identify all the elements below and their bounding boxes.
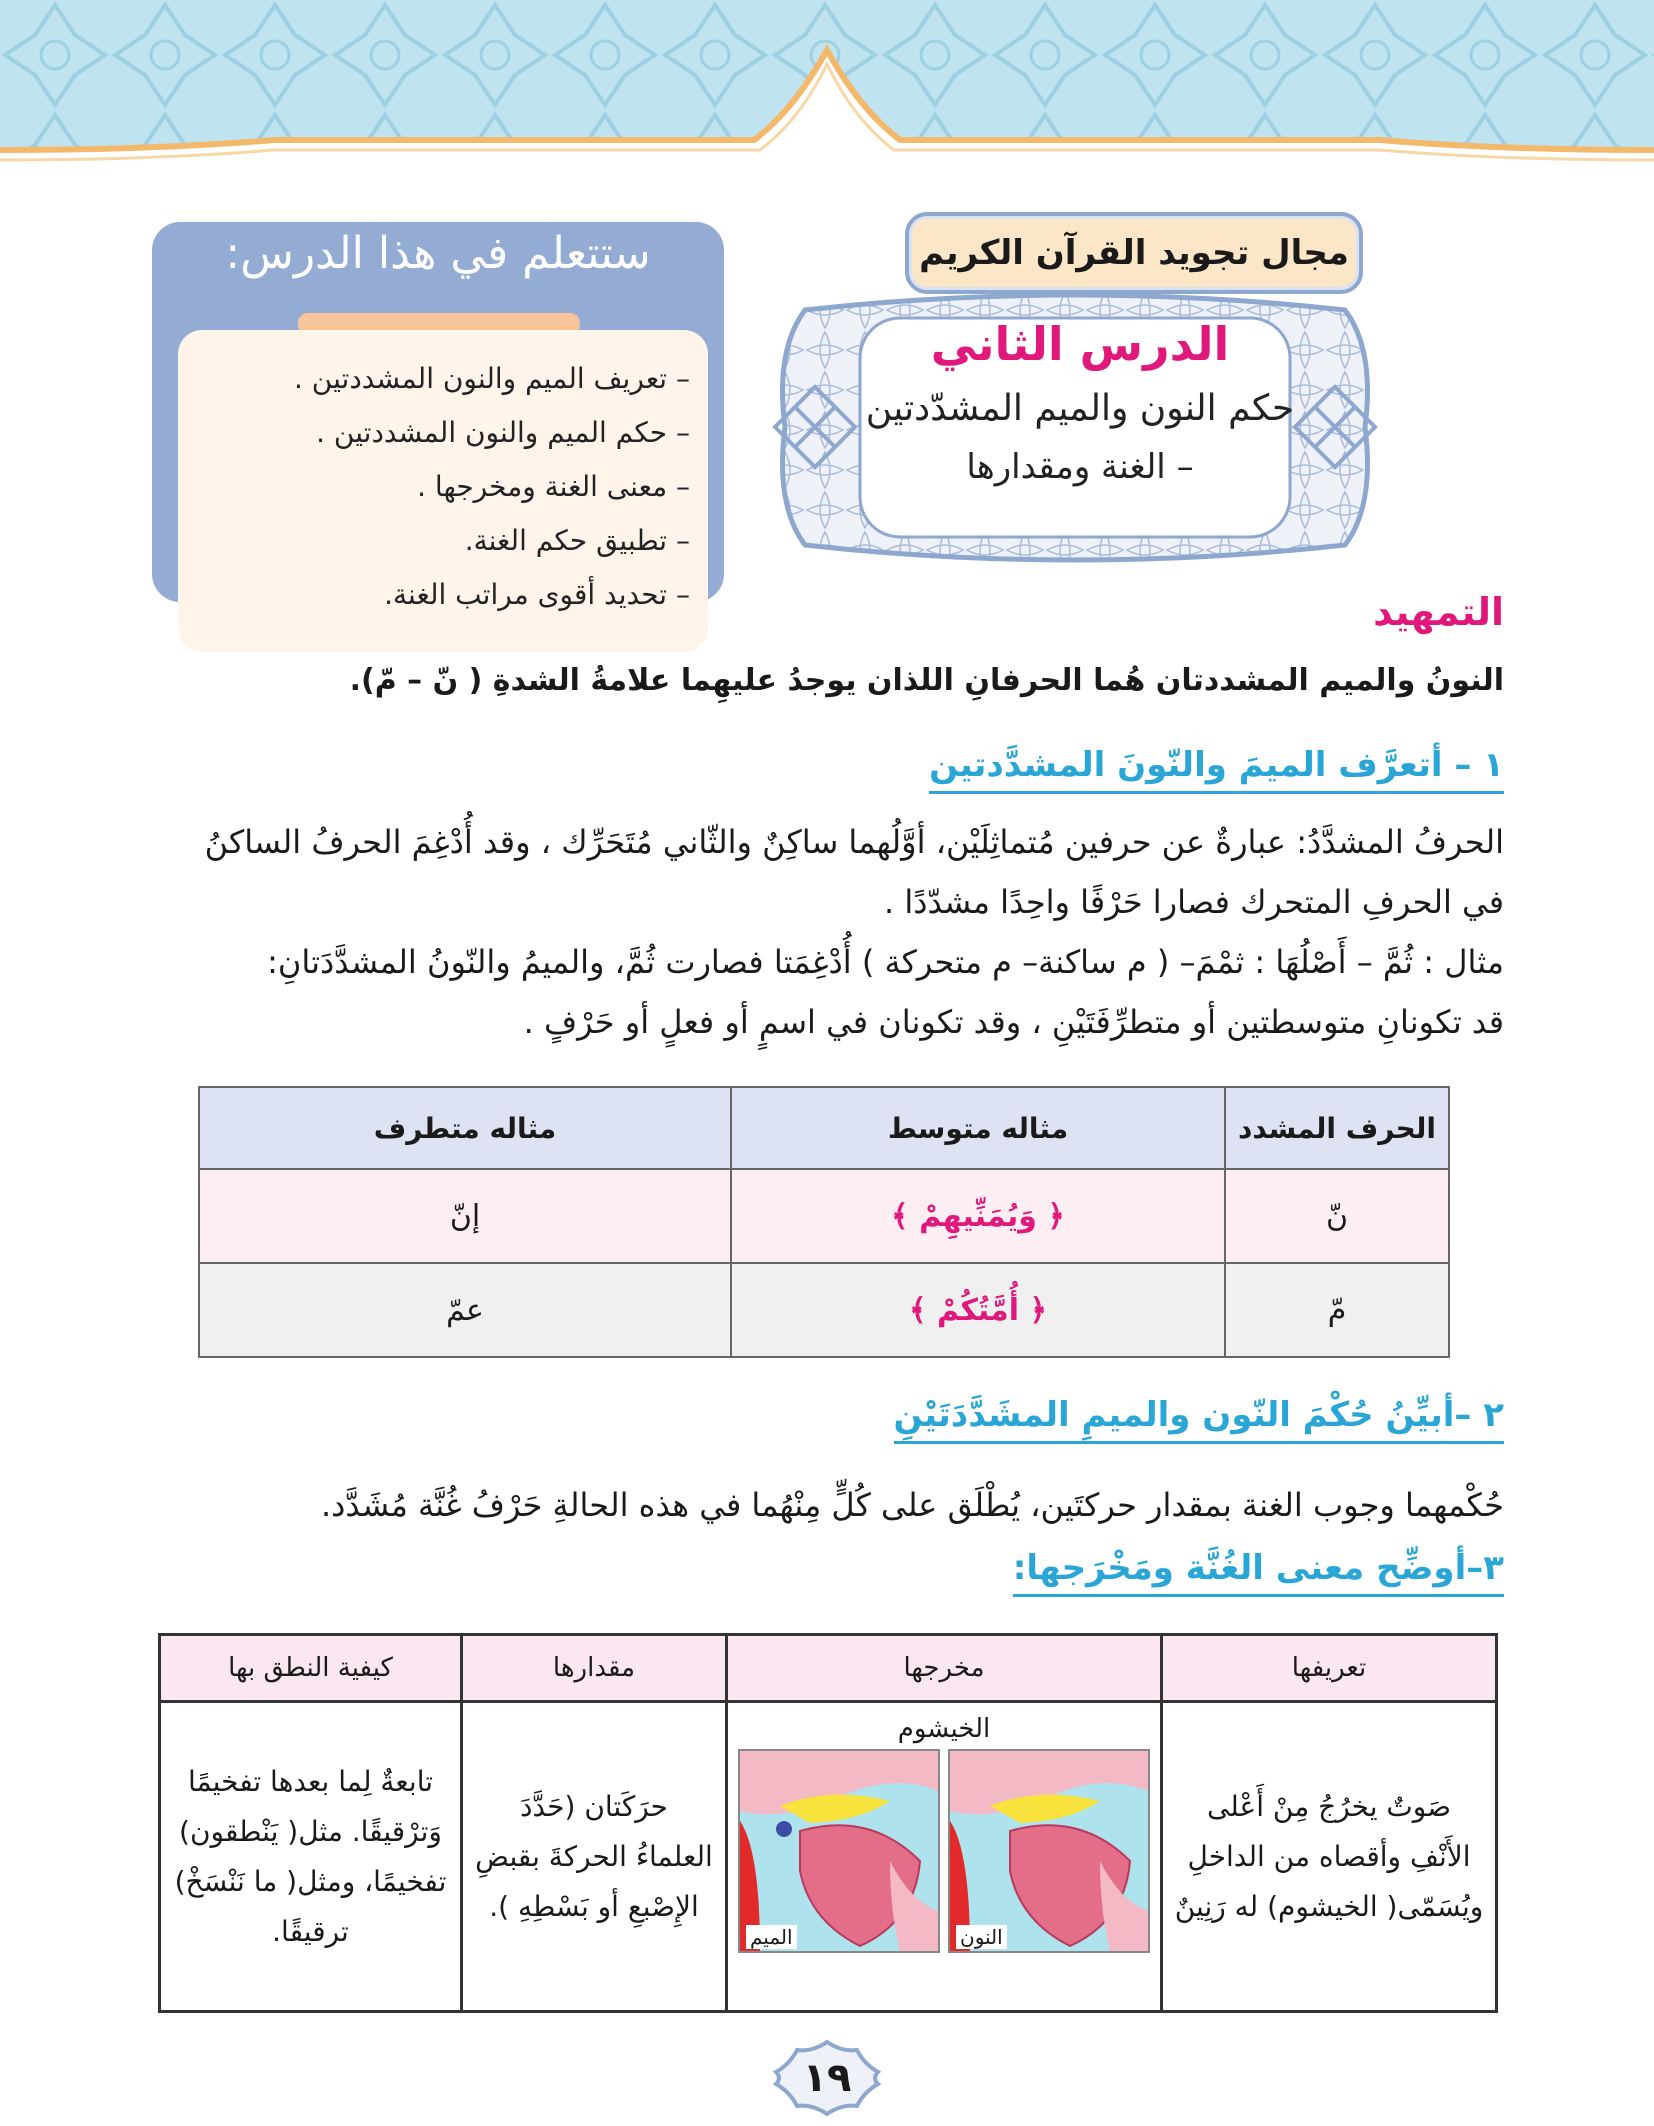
section2-heading-wrap bbox=[894, 1395, 1504, 1444]
section3-heading: ٣–أوضِّح معنى الغُنَّة ومَخْرَجها: bbox=[1013, 1548, 1504, 1597]
table2-header: مخرجها bbox=[727, 1635, 1162, 1702]
section1-line: قد تكونانِ متوسطتين أو متطرِّفَتَيْنِ ، وقد تكونان في اسمٍ أو فعلٍ أو حَرْفٍ . bbox=[523, 1003, 1504, 1041]
section1-heading-wrap bbox=[929, 745, 1504, 794]
pronunciation-line: ترقيقًا. bbox=[272, 1914, 349, 1948]
pronunciation-line: تفخيمًا، ومثل( ما نَنْسَخْ) bbox=[174, 1864, 447, 1898]
section1-line: في الحرفِ المتحرك فصارا حَرْفًا واحِدًا مشدّدًا . bbox=[883, 883, 1504, 921]
objective-item: – تعريف الميم والنون المشددتين . bbox=[293, 362, 690, 395]
nun-label: النون bbox=[956, 1925, 1007, 1949]
lesson-number: الدرس الثاني bbox=[930, 317, 1230, 371]
lesson-header bbox=[860, 315, 1300, 492]
page-number: ١٩ bbox=[802, 2055, 852, 2101]
table2-header: تعريفها bbox=[1162, 1635, 1497, 1702]
meem-mouth-illustration bbox=[740, 1751, 938, 1951]
table1-letter: نّ bbox=[1225, 1169, 1449, 1263]
table1-end-example: عمّ bbox=[199, 1263, 731, 1357]
table-row bbox=[160, 1702, 1497, 2012]
lesson-title: حكم النون والميم المشدّدتين bbox=[865, 387, 1295, 429]
table1-header: مثاله متوسط bbox=[731, 1087, 1225, 1169]
section2-text: حُكْمهما وجوب الغنة بمقدار حركتَين، يُطْلَق على كُلٍّ مِنْهُما في هذه الحالةِ حَرْفُ غُنَّة مُشَدَّد. bbox=[320, 1486, 1504, 1524]
section1-heading: ١ – أتعرَّف الميمَ والنّونَ المشدَّدتين bbox=[929, 745, 1504, 794]
definition-line: الأَنْفِ وأقصاه من الداخلِ bbox=[1187, 1839, 1471, 1873]
pronunciation-line: تابعةٌ لِما بعدها تفخيمًا bbox=[187, 1764, 434, 1798]
objective-item: – تحديد أقوى مراتب الغنة. bbox=[384, 578, 690, 611]
section2-heading: ٢ –أبيِّنُ حُكْمَ النّون والميمِ المشَدَّدَتَيْنِ bbox=[894, 1395, 1504, 1444]
definition-line: ويُسَمّى( الخيشوم) له رَنِينٌ bbox=[1174, 1889, 1484, 1923]
section1-line: الحرفُ المشدَّدُ: عبارةٌ عن حرفين مُتماثِلَيْن، أوَّلُهما ساكِنٌ والثّاني مُتَحَرِّك ، وقد أُدْغِمَ الحرفُ الساكنُ bbox=[204, 823, 1504, 861]
intro-heading: التمهيد bbox=[1373, 590, 1504, 634]
shadda-examples-table bbox=[198, 1086, 1450, 1358]
lesson-subtitle: – الغنة ومقدارها bbox=[966, 446, 1194, 487]
table1-header: مثاله متطرف bbox=[199, 1087, 731, 1169]
objective-item: – معنى الغنة ومخرجها . bbox=[417, 470, 690, 503]
intro-text: النونُ والميم المشددتان هُما الحرفانِ اللذان يوجدُ عليهِما علامةُ الشدةِ ( نّ – مّ). bbox=[349, 663, 1504, 698]
ghunna-table bbox=[158, 1633, 1498, 2013]
definition-line: صَوتٌ يخرُجُ مِنْ أَعْلى bbox=[1206, 1789, 1452, 1823]
table1-letter: مّ bbox=[1225, 1263, 1449, 1357]
nun-mouth-illustration bbox=[950, 1751, 1148, 1951]
table2-header: كيفية النطق بها bbox=[160, 1635, 462, 1702]
table-row bbox=[199, 1169, 1449, 1263]
table-row bbox=[199, 1263, 1449, 1357]
objective-item: – تطبيق حكم الغنة. bbox=[464, 524, 690, 557]
domain-label: مجال تجويد القرآن الكريم bbox=[905, 212, 1363, 294]
table2-header: مقدارها bbox=[462, 1635, 727, 1702]
nun-diagram bbox=[948, 1749, 1150, 1953]
exit-caption: الخيشوم bbox=[897, 1714, 991, 1744]
section1-body bbox=[154, 812, 1504, 1052]
table1-middle-example: ﴿ وَيُمَنِّيهِمْ ﴾ bbox=[731, 1169, 1225, 1263]
mouth-diagrams bbox=[729, 1749, 1159, 1953]
table1-middle-example: ﴿ أُمَّتُكُمْ ﴾ bbox=[731, 1263, 1225, 1357]
pronunciation-cell bbox=[160, 1702, 462, 2012]
meem-diagram bbox=[738, 1749, 940, 1953]
table1-end-example: إنّ bbox=[199, 1169, 731, 1263]
objectives-title: ستتعلم في هذا الدرس: bbox=[225, 228, 651, 279]
meem-label: الميم bbox=[746, 1925, 797, 1949]
objectives-list bbox=[200, 352, 690, 622]
section1-line: مثال : ثُمَّ – أَصْلُهَا : ثمْمَ– ( م ساكنة– م متحركة ) أُدْغِمَتا فصارت ثُمَّ، والميمُ والنّونُ المشدَّدَتانِ: bbox=[267, 943, 1504, 981]
pronunciation-line: وَترْقيقًا. مثل( يَنْطقون) bbox=[179, 1814, 442, 1848]
amount-line: الإِصْبعِ أو بَسْطِهِ ). bbox=[489, 1889, 699, 1923]
objective-item: – حكم الميم والنون المشددتين . bbox=[316, 416, 690, 449]
amount-cell bbox=[462, 1702, 727, 2012]
header-banner bbox=[0, 0, 1654, 180]
exit-cell bbox=[727, 1702, 1162, 2012]
definition-cell bbox=[1162, 1702, 1497, 2012]
amount-line: حرَكَتان (حَدَّدَ bbox=[520, 1789, 668, 1823]
amount-line: العلماءُ الحركةَ بقبضِ bbox=[475, 1839, 713, 1873]
section3-heading-wrap bbox=[1013, 1548, 1504, 1597]
table1-header: الحرف المشدد bbox=[1225, 1087, 1449, 1169]
